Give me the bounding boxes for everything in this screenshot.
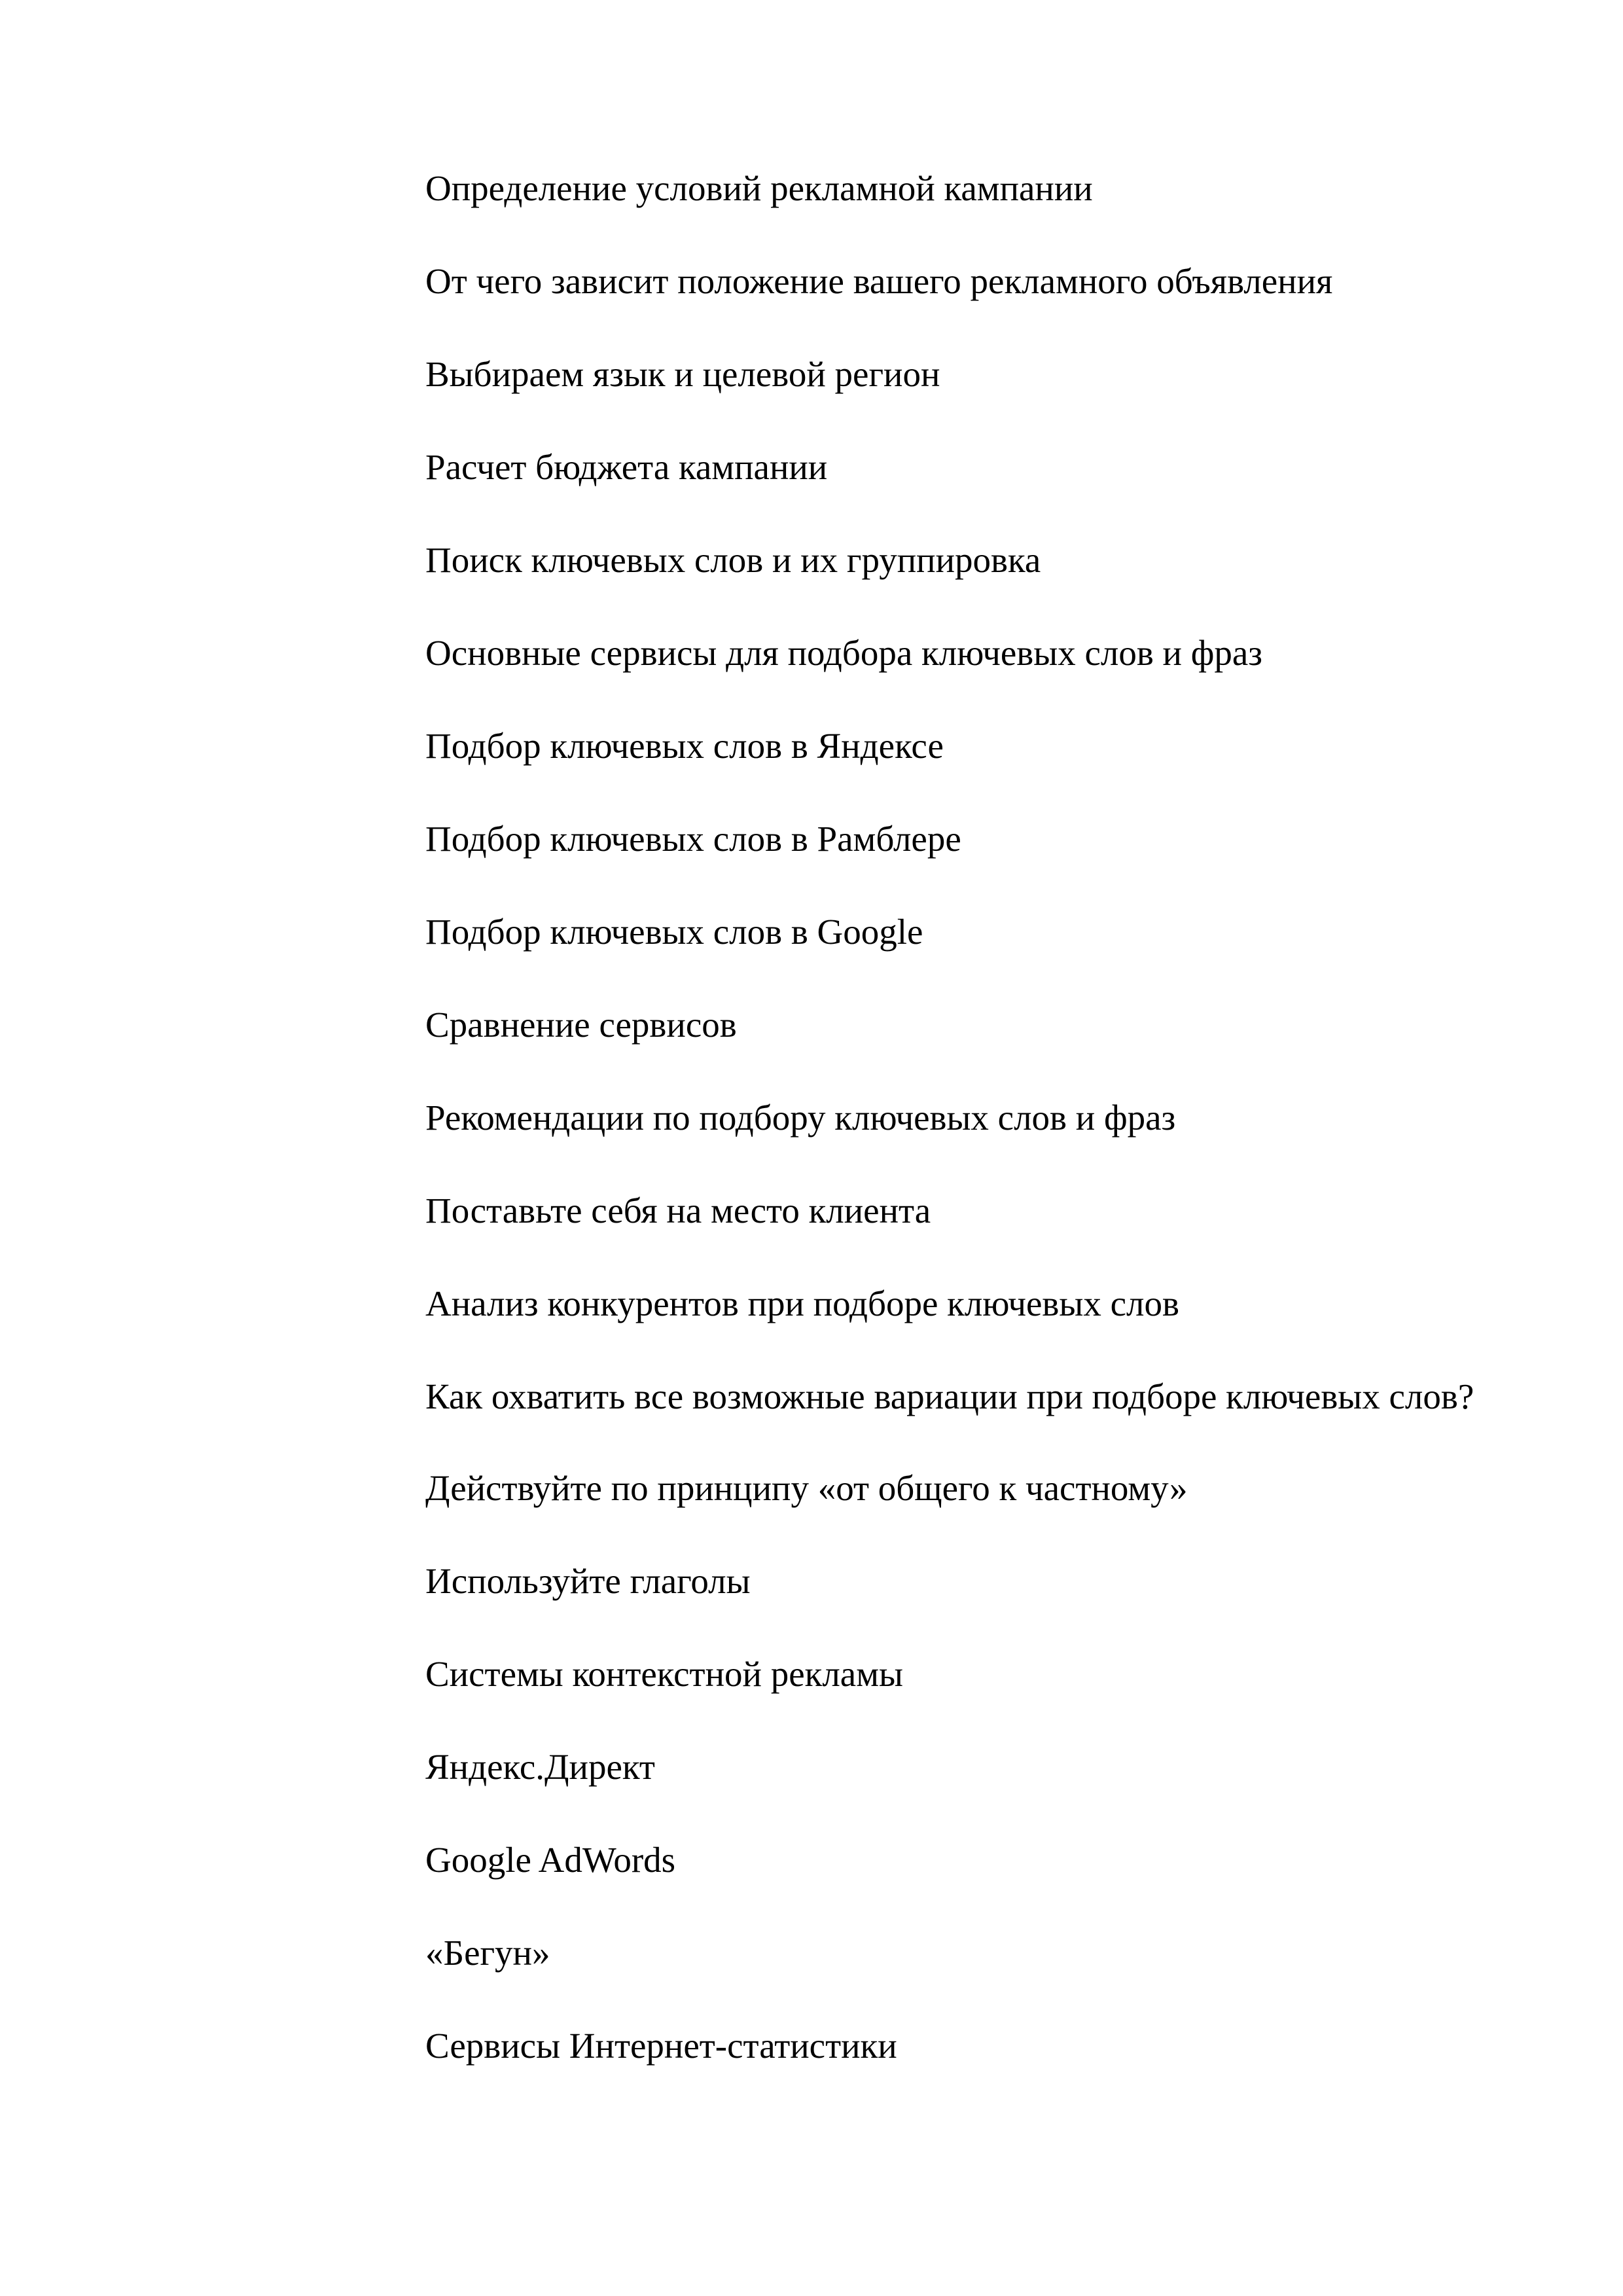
toc-item: Подбор ключевых слов в Google	[425, 912, 923, 952]
toc-item: Анализ конкурентов при подборе ключевых слов	[425, 1283, 1179, 1323]
toc-item: Сравнение сервисов	[425, 1005, 737, 1045]
toc-item: Основные сервисы для подбора ключевых слов и фраз	[425, 633, 1262, 673]
toc-item: Яндекс.Директ	[425, 1747, 655, 1787]
toc-item: Подбор ключевых слов в Яндексе	[425, 726, 944, 766]
toc-item: Используйте глаголы	[425, 1561, 751, 1601]
toc-item: Подбор ключевых слов в Рамблере	[425, 819, 961, 859]
toc-item: Поиск ключевых слов и их группировка	[425, 540, 1041, 580]
toc-item: Поставьте себя на место клиента	[425, 1191, 931, 1230]
toc-item: Определение условий рекламной кампании	[425, 168, 1093, 208]
toc-item: «Бегун»	[425, 1933, 550, 1973]
toc-item: От чего зависит положение вашего рекламного объявления	[425, 261, 1333, 301]
toc-item: Системы контекстной рекламы	[425, 1654, 903, 1694]
toc-item: Рекомендации по подбору ключевых слов и фраз	[425, 1098, 1176, 1138]
toc-item: Расчет бюджета кампании	[425, 447, 828, 487]
toc-item: Сервисы Интернет-статистики	[425, 2026, 897, 2066]
toc-item-wrapped: Как охватить все возможные вариации при подборе ключевых слов?	[425, 1376, 1474, 1416]
table-of-contents	[232, 154, 1512, 2105]
toc-item: Google AdWords	[425, 1840, 676, 1880]
toc-item: Действуйте по принципу «от общего к частному»	[425, 1468, 1188, 1508]
toc-item: Выбираем язык и целевой регион	[425, 354, 940, 394]
